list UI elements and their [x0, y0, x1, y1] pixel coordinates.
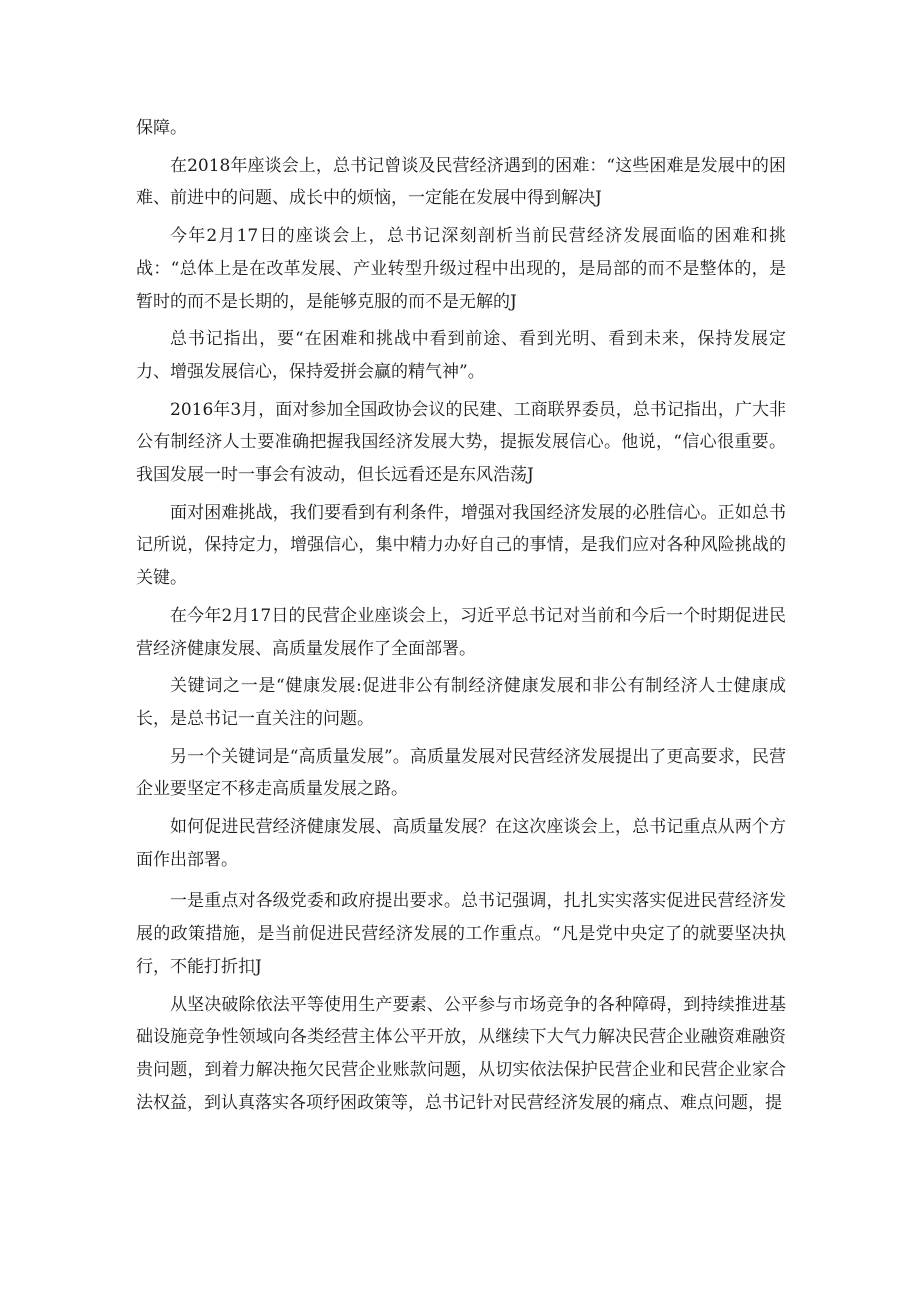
paragraph-full-deployment: 在今年2月17日的民营企业座谈会上，习近平总书记对当前和今后一个时期促进民营经济健康发展、高质量发展作了全面部署。	[136, 605, 786, 659]
paragraph-policy-measures: 从坚决破除依法平等使用生产要素、公平参与市场竞争的各种障碍，到持续推进基础设施竞争性领域向各类经营主体公平开放，从继续下大气力解决民营企业融资难融资贵问题，到着力解决拖欠民营企业账款问题，从切实依法保护民营企业和民营企业家合法权益，到认真落实各项纾困政策等，总书记针对民营经济发展的痛点、难点问题，提	[136, 994, 786, 1113]
paragraph-2016-march: 2016年3月，面对参加全国政协会议的民建、工商联界委员，总书记指出，广大非公有制经济人士要准确把握我国经济发展大势，提振发展信心。他说，“信心很重要。我国发展一时一事会有波动，但长远看还是东风浩荡J	[136, 399, 786, 486]
paragraph-feb17-analysis: 今年2月17日的座谈会上，总书记深刻剖析当前民营经济发展面临的困难和挑战：“总体上是在改革发展、产业转型升级过程中出现的，是局部的而不是整体的，是暂时的而不是长期的，是能够克服的而不是无解的J	[136, 226, 786, 312]
paragraph-facing-challenges: 面对困难挑战，我们要看到有利条件，增强对我国经济发展的必胜信心。正如总书记所说，保持定力，增强信心，集中精力办好自己的事情，是我们应对各种风险挑战的关键。	[136, 502, 786, 589]
paragraph-keyword-quality: 另一个关键词是“高质量发展”。高质量发展对民营经济发展提出了更高要求，民营企业要坚定不移走高质量发展之路。	[136, 746, 786, 800]
paragraph-2018-symposium: 在2018年座谈会上，总书记曾谈及民营经济遇到的困难：“这些困难是发展中的困难、前进中的问题、成长中的烦恼，一定能在发展中得到解决J	[136, 155, 786, 209]
paragraph-confidence-quote: 总书记指出，要“在困难和挑战中看到前途、看到光明、看到未来，保持发展定力、增强发展信心，保持爱拼会赢的精气神”。	[136, 329, 786, 382]
paragraph-how-to-promote: 如何促进民营经济健康发展、高质量发展？在这次座谈会上，总书记重点从两个方面作出部署。	[136, 817, 786, 870]
document-body	[136, 112, 786, 1124]
paragraph-keyword-healthy: 关键词之一是“健康发展:促进非公有制经济健康发展和非公有制经济人士健康成长，是总书记一直关注的问题。	[136, 676, 786, 729]
paragraph-party-requirements: 一是重点对各级党委和政府提出要求。总书记强调，扎扎实实落实促进民营经济发展的政策措施，是当前促进民营经济发展的工作重点。“凡是党中央定了的就要坚决执行，不能打折扣J	[136, 891, 786, 977]
paragraph-continuation: 保障。	[136, 118, 187, 138]
